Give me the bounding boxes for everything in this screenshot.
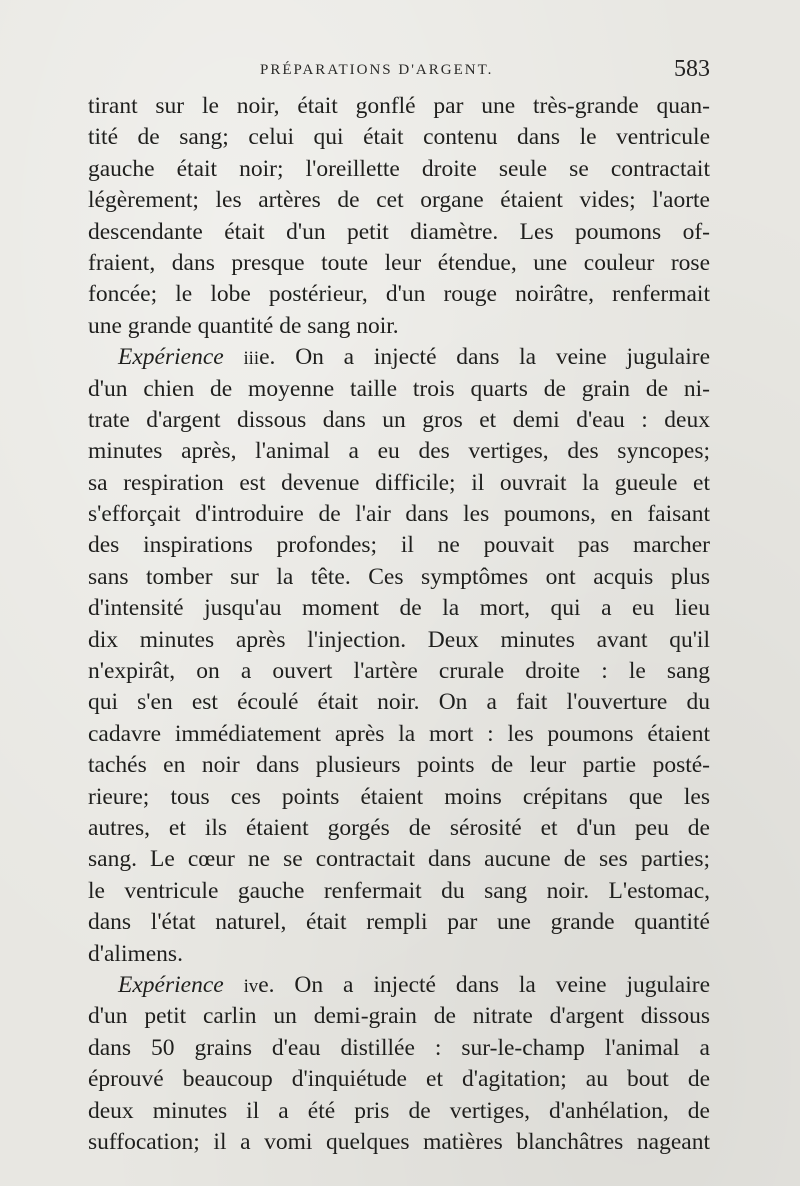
text-line: cadavre immédiatement après la mort : les poumons étaient xyxy=(88,720,710,747)
experience-numeral: iii xyxy=(243,348,260,370)
text-line: d'un petit carlin un demi-grain de nitrate d'argent dissous xyxy=(88,1003,710,1030)
text-line: sans tomber sur la tête. Ces symptômes ont acquis plus xyxy=(88,563,710,590)
paragraph-experience-3 xyxy=(88,342,710,970)
text-line: légèrement; les artères de cet organe étaient vides; l'aorte xyxy=(88,187,710,214)
text-line-rest: On a injecté dans la veine jugulaire xyxy=(294,971,711,998)
page-number: 583 xyxy=(674,56,710,82)
paragraph-experience-4 xyxy=(88,970,710,1158)
text-line: dix minutes après l'injection. Deux minutes avant qu'il xyxy=(88,626,710,653)
text-line: d'intensité jusqu'au moment de la mort, qui a eu lieu xyxy=(88,595,710,622)
text-line: tirant sur le noir, était gonflé par une très-grande quan- xyxy=(88,93,710,119)
text-line: une grande quantité de sang noir. xyxy=(88,312,399,339)
text-line: descendante était d'un petit diamètre. Les poumons of- xyxy=(88,218,710,245)
text-line: tachés en noir dans plusieurs points de leur partie posté- xyxy=(88,752,710,779)
text-line: suffocation; il a vomi quelques matières blanchâtres nageant xyxy=(88,1128,710,1155)
body-text xyxy=(88,91,710,1158)
text-line: gauche était noir; l'oreillette droite seule se contractait xyxy=(88,155,710,182)
text-line: foncée; le lobe postérieur, d'un rouge noirâtre, renfermait xyxy=(88,281,710,308)
text-line-rest: On a injecté dans la veine jugulaire xyxy=(295,344,710,371)
text-line: d'un chien de moyenne taille trois quarts de grain de ni- xyxy=(88,375,710,402)
text-line: d'alimens. xyxy=(88,940,183,967)
text-line: s'efforçait d'introduire de l'air dans les poumons, en faisant xyxy=(88,501,710,528)
page-header xyxy=(88,56,710,90)
paragraph-first-line xyxy=(88,970,710,1001)
experience-suffix: e. xyxy=(259,344,276,371)
paragraph-first-line xyxy=(88,342,710,373)
text-line: n'expirât, on a ouvert l'artère crurale droite : le sang xyxy=(88,658,710,685)
text-line: fraient, dans presque toute leur étendue, une couleur rose xyxy=(88,249,710,276)
text-line: tité de sang; celui qui était contenu dans le ventricule xyxy=(88,124,710,151)
text-line: dans l'état naturel, était rempli par une grande quantité xyxy=(88,909,710,936)
text-line: trate d'argent dissous dans un gros et demi d'eau : deux xyxy=(88,406,710,433)
experience-label: Expérience xyxy=(118,344,224,371)
experience-numeral: iv xyxy=(243,975,259,997)
text-line: sa respiration est devenue difficile; il ouvrait la gueule et xyxy=(88,469,710,496)
text-line: des inspirations profondes; il ne pouvait pas marcher xyxy=(88,532,710,559)
experience-label: Expérience xyxy=(118,971,224,998)
text-line: éprouvé beaucoup d'inquiétude et d'agitation; au bout de xyxy=(88,1066,710,1093)
text-line: rieure; tous ces points étaient moins crépitans que les xyxy=(88,783,710,810)
experience-suffix: e. xyxy=(258,971,275,998)
text-line: qui s'en est écoulé était noir. On a fait l'ouverture du xyxy=(88,689,710,716)
paragraph-1 xyxy=(88,91,710,342)
running-title: PRÉPARATIONS D'ARGENT. xyxy=(260,62,494,78)
text-line: deux minutes il a été pris de vertiges, d'anhélation, de xyxy=(88,1097,710,1124)
text-line: dans 50 grains d'eau distillée : sur-le-champ l'animal a xyxy=(88,1034,710,1061)
text-line: sang. Le cœur ne se contractait dans aucune de ses parties; xyxy=(88,846,710,873)
text-line: minutes après, l'animal a eu des vertiges, des syncopes; xyxy=(88,438,710,465)
text-line: autres, et ils étaient gorgés de sérosité et d'un peu de xyxy=(88,814,710,841)
text-line: le ventricule gauche renfermait du sang noir. L'estomac, xyxy=(88,877,710,904)
